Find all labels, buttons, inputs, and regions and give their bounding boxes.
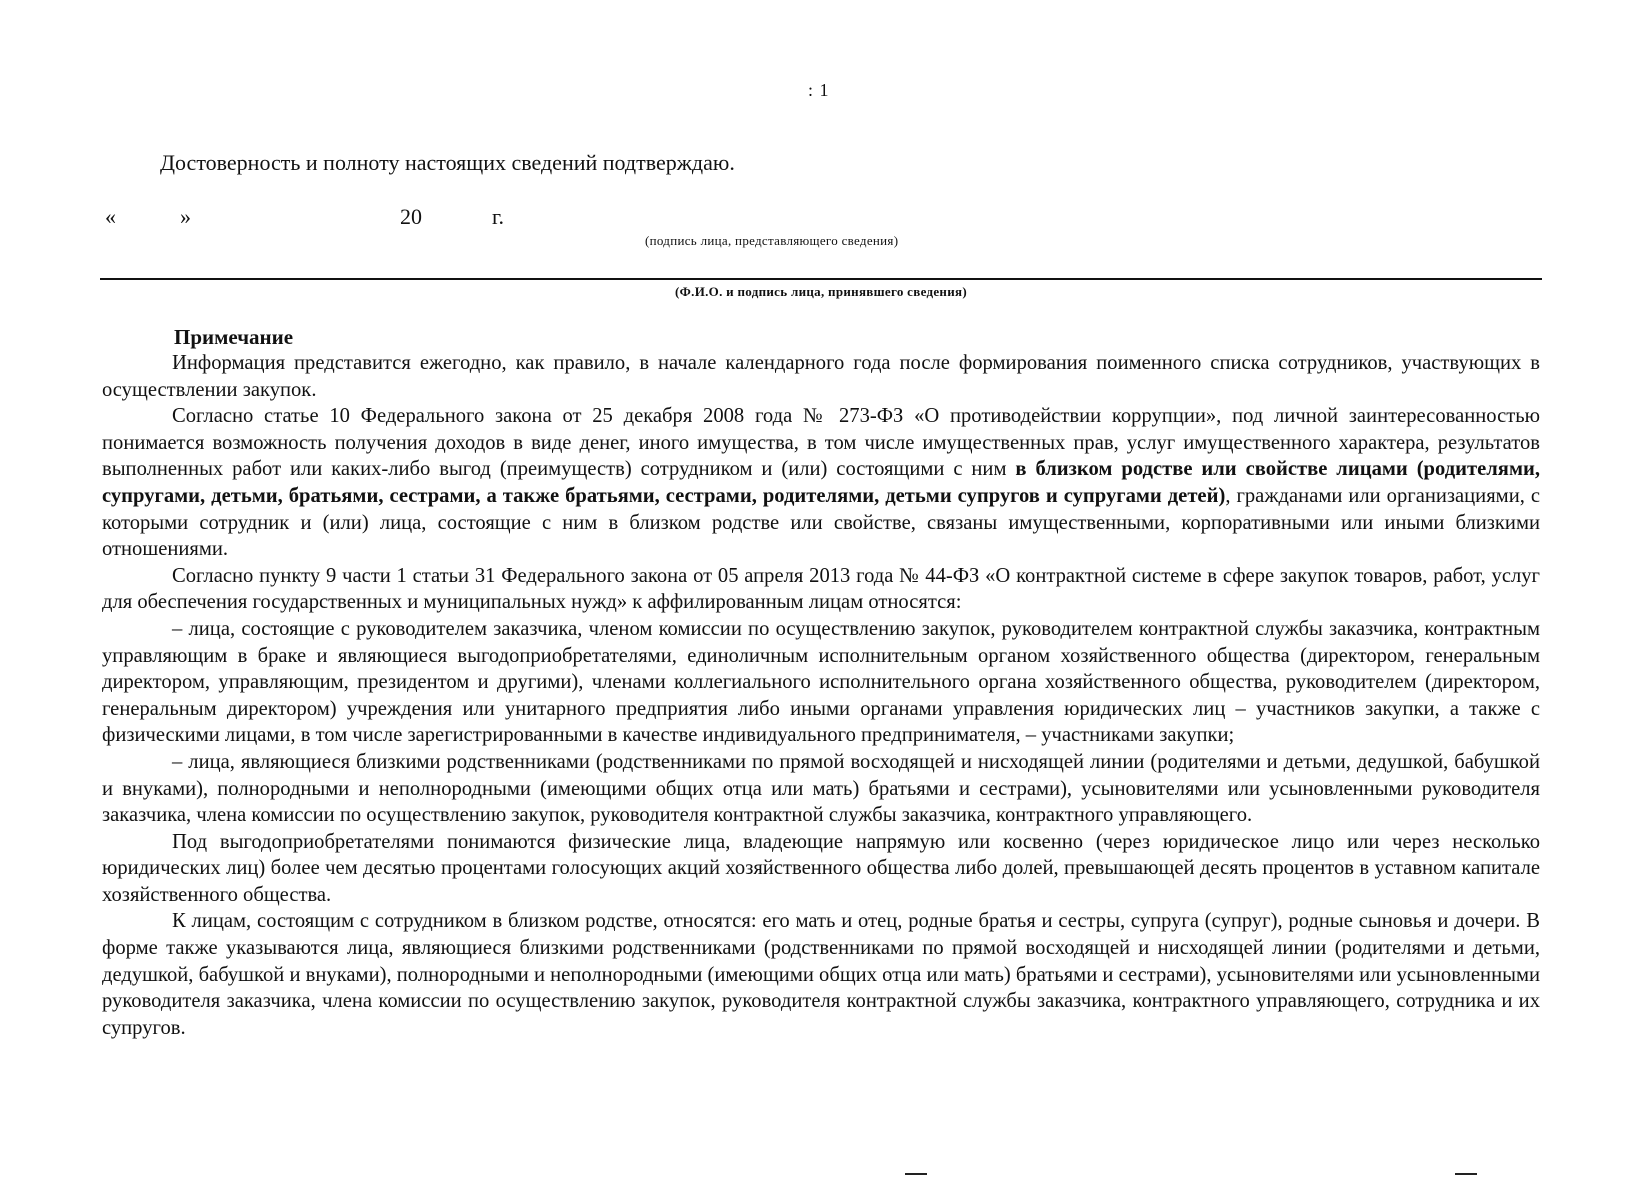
footer-dash-left <box>905 1173 927 1175</box>
note-paragraph-2 <box>102 403 1540 563</box>
confirmation-statement: Достоверность и полноту настоящих сведений подтверждаю. <box>160 150 735 175</box>
date-close-quote: » <box>180 204 191 229</box>
note-paragraph-3: Согласно пункту 9 части 1 статьи 31 Федерального закона от 05 апреля 2013 года № 44-ФЗ «О контрактной системе в сфере закупок товаров, работ, услуг для обеспечения государственных и муниципальных нужд» к аффилированным лицам относятся: <box>102 564 1540 614</box>
date-open-quote: « <box>105 204 116 229</box>
note-section <box>102 324 1540 1041</box>
note-paragraph-2-bold: в близком родстве или свойстве лицами (родителями, супругами, детьми, братьями, сестрами, а также братьями, сестрами, родителями, детьми супругов и супругами детей) <box>102 458 1540 507</box>
note-paragraph-4: – лица, состоящие с руководителем заказчика, членом комиссии по осуществлению закупок, руководителем контрактной службы заказчика, контрактным управляющим в браке и являющиеся выгодоприобретателями, единоличным исполнительным органом хозяйственного общества (директором, генеральным директором, управляющим, президентом и другими), членами коллегиального исполнительного органа хозяйственного общества, руководителем (директором, генеральным директором) учреждения или унитарного предприятия либо иными органами управления юридических лиц – участников закупки, а также с физическими лицами, в том числе зарегистрированными в качестве индивидуального предпринимателя, – участниками закупки; <box>102 617 1540 747</box>
note-paragraph-6: Под выгодоприобретателями понимаются физические лица, владеющие напрямую или косвенно (через юридическое лицо или через несколько юридических лиц) более чем десятью процентами голосующих акций хозяйственного общества либо долей, превышающей десять процентов в уставном капитале хозяйственного общества. <box>102 830 1540 906</box>
signature-caption: (подпись лица, представляющего сведения) <box>645 233 899 248</box>
footer-dash-right <box>1455 1173 1477 1175</box>
note-paragraph-7: К лицам, состоящим с сотрудником в близком родстве, относятся: его мать и отец, родные братья и сестры, супруга (супруг), родные сыновья и дочери. В форме также указываются лица, являющиеся близкими родственниками (родственниками по прямой восходящей и нисходящей линии (родителями и детьми, дедушкой, бабушкой и внуками), полнородными и неполнородными (имеющими общих отца или мать) братьями и сестрами), усыновителями или усыновленными руководителя заказчика, члена комиссии по осуществлению закупок, руководителя контрактной службы заказчика, контрактного управляющего, сотрудника и их супругов. <box>102 910 1540 1039</box>
note-paragraph-2-start: Согласно статье 10 Федерального закона от 25 декабря 2008 года № 273-ФЗ «О противодействии коррупции», под личной заинтересованностью понимается возможность получения доходов в виде денег, иного имущества, в том числе имущественных прав, услуг имущественного характера, результатов выполненных работ или каких-либо выгод (преимуществ) сотрудником и (или) состоящими с ним <box>102 405 1540 481</box>
note-paragraph-5: – лица, являющиеся близкими родственниками (родственниками по прямой восходящей и нисходящей линии (родителями и детьми, дедушкой, бабушкой и внуками), полнородными и неполнородными (имеющими общих отца или мать) братьями и сестрами), усыновителями или усыновленными руководителя заказчика, члена комиссии по осуществлению закупок, руководителя контрактной службы заказчика, контрактного управляющего. <box>102 750 1540 827</box>
acceptor-signature-line <box>100 278 1542 280</box>
date-line <box>105 204 525 234</box>
date-year-prefix: 20 <box>400 204 422 229</box>
note-title: Примечание <box>174 325 294 349</box>
note-paragraph-1: Информация представится ежегодно, как правило, в начале календарного года после формирования поименного списка сотрудников, участвующих в осуществлении закупок. <box>102 352 1540 401</box>
page-number: : 1 <box>808 80 830 100</box>
date-year-suffix: г. <box>492 204 505 229</box>
note-paragraph-2-end: , гражданами или организациями, с которыми сотрудник и (или) лица, состоящие с ним в близком родстве или свойстве, связаны имущественными, корпоративными или иными близкими отношениями. <box>102 484 1540 561</box>
acceptor-caption: (Ф.И.О. и подпись лица, принявшего сведения) <box>675 284 967 299</box>
